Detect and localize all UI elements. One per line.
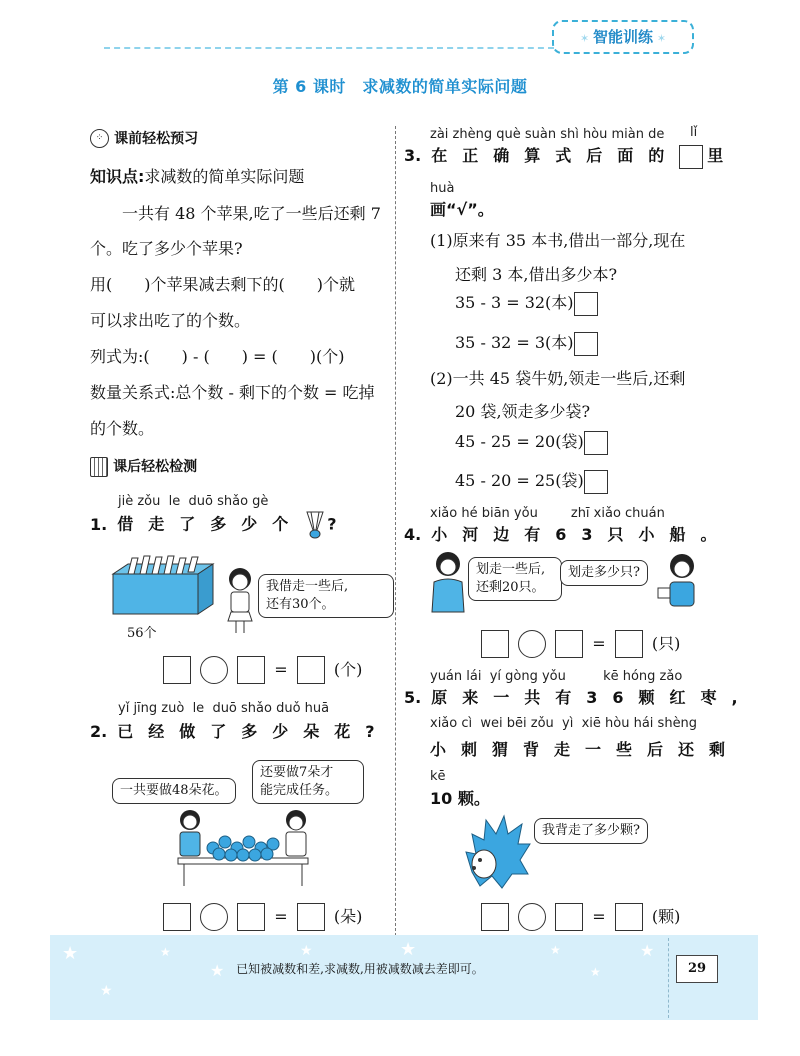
preview-line-3: 用( )个苹果减去剩下的( )个就 bbox=[90, 275, 355, 294]
q4-answer-box-1[interactable] bbox=[481, 630, 509, 658]
q3-part2-line-2: 20 袋,领走多少袋? bbox=[455, 402, 591, 421]
q5-pinyin-3: kē bbox=[430, 769, 446, 784]
q5-line bbox=[404, 685, 753, 708]
q3-part1-equation-2: 35 - 32 = 3(本) bbox=[455, 333, 574, 352]
equals-sign: = bbox=[274, 906, 288, 926]
q4-answer-box-2[interactable] bbox=[555, 630, 583, 658]
q2-speech-bubble-left: 一共要做48朵花。 bbox=[112, 778, 236, 804]
star-icon: ★ bbox=[210, 961, 225, 980]
q3-instruction-box bbox=[679, 145, 703, 169]
q2-answer-equation bbox=[163, 903, 366, 931]
q3-line-2: 画“√”。 bbox=[430, 200, 494, 219]
q2-speech-bubble-right bbox=[252, 760, 364, 804]
girl-illustration bbox=[220, 565, 260, 637]
q3-part2-checkbox-1[interactable] bbox=[584, 431, 608, 455]
knowledge-label: 知识点: bbox=[90, 167, 145, 186]
relation-line-1: 数量关系式:总个数 - 剩下的个数 = 吃掉 bbox=[90, 383, 375, 402]
q5-unit: (颗) bbox=[651, 906, 681, 926]
equals-sign: = bbox=[274, 659, 288, 679]
q4-text: 小河边有63只小船。 bbox=[431, 525, 732, 544]
q3-text-li: 里 bbox=[707, 146, 724, 165]
q3-part1-line-1: (1)原来有 35 本书,借出一部分,现在 bbox=[430, 231, 686, 250]
q4-operator-circle[interactable] bbox=[518, 630, 546, 658]
q4-number: 4. bbox=[404, 525, 422, 544]
q2-number: 2. bbox=[90, 722, 108, 741]
q5-speech-bubble: 我背走了多少颗? bbox=[534, 818, 648, 844]
q2-line bbox=[90, 719, 390, 742]
q4-line bbox=[404, 522, 732, 545]
q1-question-mark: ? bbox=[327, 514, 337, 534]
page-number: 29 bbox=[676, 955, 718, 983]
q3-part2-equation-2: 45 - 20 = 25(袋) bbox=[455, 471, 584, 490]
q3-part1-checkbox-2[interactable] bbox=[574, 332, 598, 356]
q4-speech-bubble-left bbox=[468, 557, 562, 601]
formula-line: 列式为:( ) - ( ) = ( )(个) bbox=[90, 347, 345, 366]
footer-tip: 已知被减数和差,求减数,用被减数减去差即可。 bbox=[236, 962, 484, 976]
q5-text-3: 10 颗。 bbox=[430, 789, 490, 808]
q1-bubble-line-1: 我借走一些后, bbox=[266, 579, 349, 594]
preview-line-1: 一共有 48 个苹果,吃了一些后还剩 7 bbox=[122, 204, 381, 223]
q3-part1-option-2 bbox=[455, 330, 598, 356]
q1-speech-bubble bbox=[258, 574, 394, 618]
q2-answer-box-1[interactable] bbox=[163, 903, 191, 931]
q3-pinyin: zài zhèng què suàn shì hòu miàn de bbox=[430, 127, 665, 142]
q3-part2-option-2 bbox=[455, 468, 608, 494]
q3-text: 在正确算式后面的 bbox=[431, 146, 680, 165]
star-icon: ✶ bbox=[579, 32, 593, 45]
q1-answer-box-2[interactable] bbox=[237, 656, 265, 684]
star-icon: ★ bbox=[300, 943, 313, 959]
q5-text: 原来一共有36颗红枣, bbox=[431, 688, 753, 707]
q2-bubble-right-line-1: 还要做7朵才 bbox=[260, 765, 334, 780]
q2-bubble-right-line-2: 能完成任务。 bbox=[260, 783, 339, 798]
q2-answer-box-3[interactable] bbox=[297, 903, 325, 931]
star-icon: ★ bbox=[62, 943, 79, 964]
preview-heading: 课前轻松预习 bbox=[114, 131, 199, 147]
q1-operator-circle[interactable] bbox=[200, 656, 228, 684]
knowledge-text: 求减数的简单实际问题 bbox=[144, 167, 305, 186]
q3-part1-line-2: 还剩 3 本,借出多少本? bbox=[455, 265, 618, 284]
q1-pinyin: jiè zǒu le duō shǎo gè bbox=[118, 494, 269, 509]
q3-part2-line-1: (2)一共 45 袋牛奶,领走一些后,还剩 bbox=[430, 369, 686, 388]
woman-illustration bbox=[428, 550, 468, 614]
q3-part2-option-1 bbox=[455, 429, 608, 455]
q5-answer-equation bbox=[481, 903, 684, 931]
q5-answer-box-3[interactable] bbox=[615, 903, 643, 931]
q2-answer-box-2[interactable] bbox=[237, 903, 265, 931]
shuttlecock-box-illustration bbox=[108, 552, 218, 622]
q4-bubble-left-line-1: 划走一些后, bbox=[476, 562, 546, 577]
shuttlecock-icon bbox=[303, 510, 327, 540]
children-making-flowers-illustration bbox=[168, 800, 318, 890]
q3-part2-equation-1: 45 - 25 = 20(袋) bbox=[455, 432, 584, 451]
q1-answer-box-3[interactable] bbox=[297, 656, 325, 684]
q1-bubble-line-2: 还有30个。 bbox=[266, 597, 335, 612]
star-icon: ✶ bbox=[653, 32, 667, 45]
hedgehog-illustration bbox=[462, 812, 532, 892]
q2-unit: (朵) bbox=[333, 906, 363, 926]
star-icon: ★ bbox=[100, 983, 113, 999]
q5-operator-circle[interactable] bbox=[518, 903, 546, 931]
q1-answer-equation bbox=[163, 656, 366, 684]
q3-part1-equation-1: 35 - 3 = 32(本) bbox=[455, 293, 574, 312]
q3-pinyin-hua: huà bbox=[430, 181, 455, 196]
page-title: 第 6 课时 求减数的简单实际问题 bbox=[272, 77, 528, 96]
q3-part1-option-1 bbox=[455, 290, 598, 316]
q4-answer-box-3[interactable] bbox=[615, 630, 643, 658]
equals-sign: = bbox=[592, 906, 606, 926]
star-icon: ★ bbox=[590, 965, 601, 979]
q4-bubble-left-line-2: 还剩20只。 bbox=[476, 580, 545, 595]
relation-line-2: 的个数。 bbox=[90, 419, 155, 438]
q3-part1-checkbox-1[interactable] bbox=[574, 292, 598, 316]
star-icon: ★ bbox=[400, 939, 417, 960]
header-badge bbox=[552, 20, 694, 54]
q3-number: 3. bbox=[404, 146, 422, 165]
footer-divider bbox=[668, 938, 669, 1018]
check-heading: 课后轻松检测 bbox=[113, 459, 198, 475]
q1-count-label: 56个 bbox=[127, 626, 157, 641]
q5-pinyin-2: xiǎo cì wei bēi zǒu yì xiē hòu hái shèng bbox=[430, 716, 698, 731]
q1-line bbox=[90, 510, 337, 540]
q5-answer-box-2[interactable] bbox=[555, 903, 583, 931]
calculator-icon bbox=[90, 457, 108, 477]
star-icon: ★ bbox=[640, 941, 655, 960]
q2-text: 已经做了多少朵花? bbox=[117, 722, 390, 741]
knowledge-point bbox=[90, 158, 390, 195]
star-icon: ★ bbox=[550, 943, 561, 957]
header-divider bbox=[104, 47, 554, 49]
header-badge-label: 智能训练 bbox=[592, 28, 653, 46]
film-reel-icon: ⁘ bbox=[90, 129, 109, 148]
q2-pinyin: yǐ jīng zuò le duō shǎo duǒ huā bbox=[118, 701, 330, 716]
preview-line-4: 可以求出吃了的个数。 bbox=[90, 311, 251, 330]
q1-answer-box-1[interactable] bbox=[163, 656, 191, 684]
q1-text: 借走了多少个 bbox=[117, 514, 304, 534]
q4-answer-equation bbox=[481, 630, 684, 658]
boy-illustration bbox=[656, 552, 704, 607]
star-icon: ★ bbox=[160, 945, 171, 959]
q5-text-2: 小刺猬背走一些后还剩 bbox=[430, 740, 741, 759]
q4-unit: (只) bbox=[651, 633, 681, 653]
q3-line bbox=[404, 143, 723, 169]
column-divider bbox=[395, 126, 396, 936]
q5-answer-box-1[interactable] bbox=[481, 903, 509, 931]
q5-pinyin: yuán lái yí gòng yǒu kē hóng zǎo bbox=[430, 669, 683, 684]
q1-number: 1. bbox=[90, 514, 108, 534]
preview-section-heading bbox=[90, 128, 198, 148]
check-section-heading bbox=[90, 456, 197, 477]
q4-speech-bubble-right: 划走多少只? bbox=[560, 560, 648, 586]
equals-sign: = bbox=[592, 633, 606, 653]
q2-operator-circle[interactable] bbox=[200, 903, 228, 931]
q3-part2-checkbox-2[interactable] bbox=[584, 470, 608, 494]
q3-pinyin-li: lǐ bbox=[690, 125, 698, 140]
q1-unit: (个) bbox=[333, 659, 363, 679]
preview-line-2: 个。吃了多少个苹果? bbox=[90, 239, 243, 258]
q5-number: 5. bbox=[404, 688, 422, 707]
q4-pinyin: xiǎo hé biān yǒu zhī xiǎo chuán bbox=[430, 506, 665, 521]
footer-band bbox=[50, 935, 758, 1020]
